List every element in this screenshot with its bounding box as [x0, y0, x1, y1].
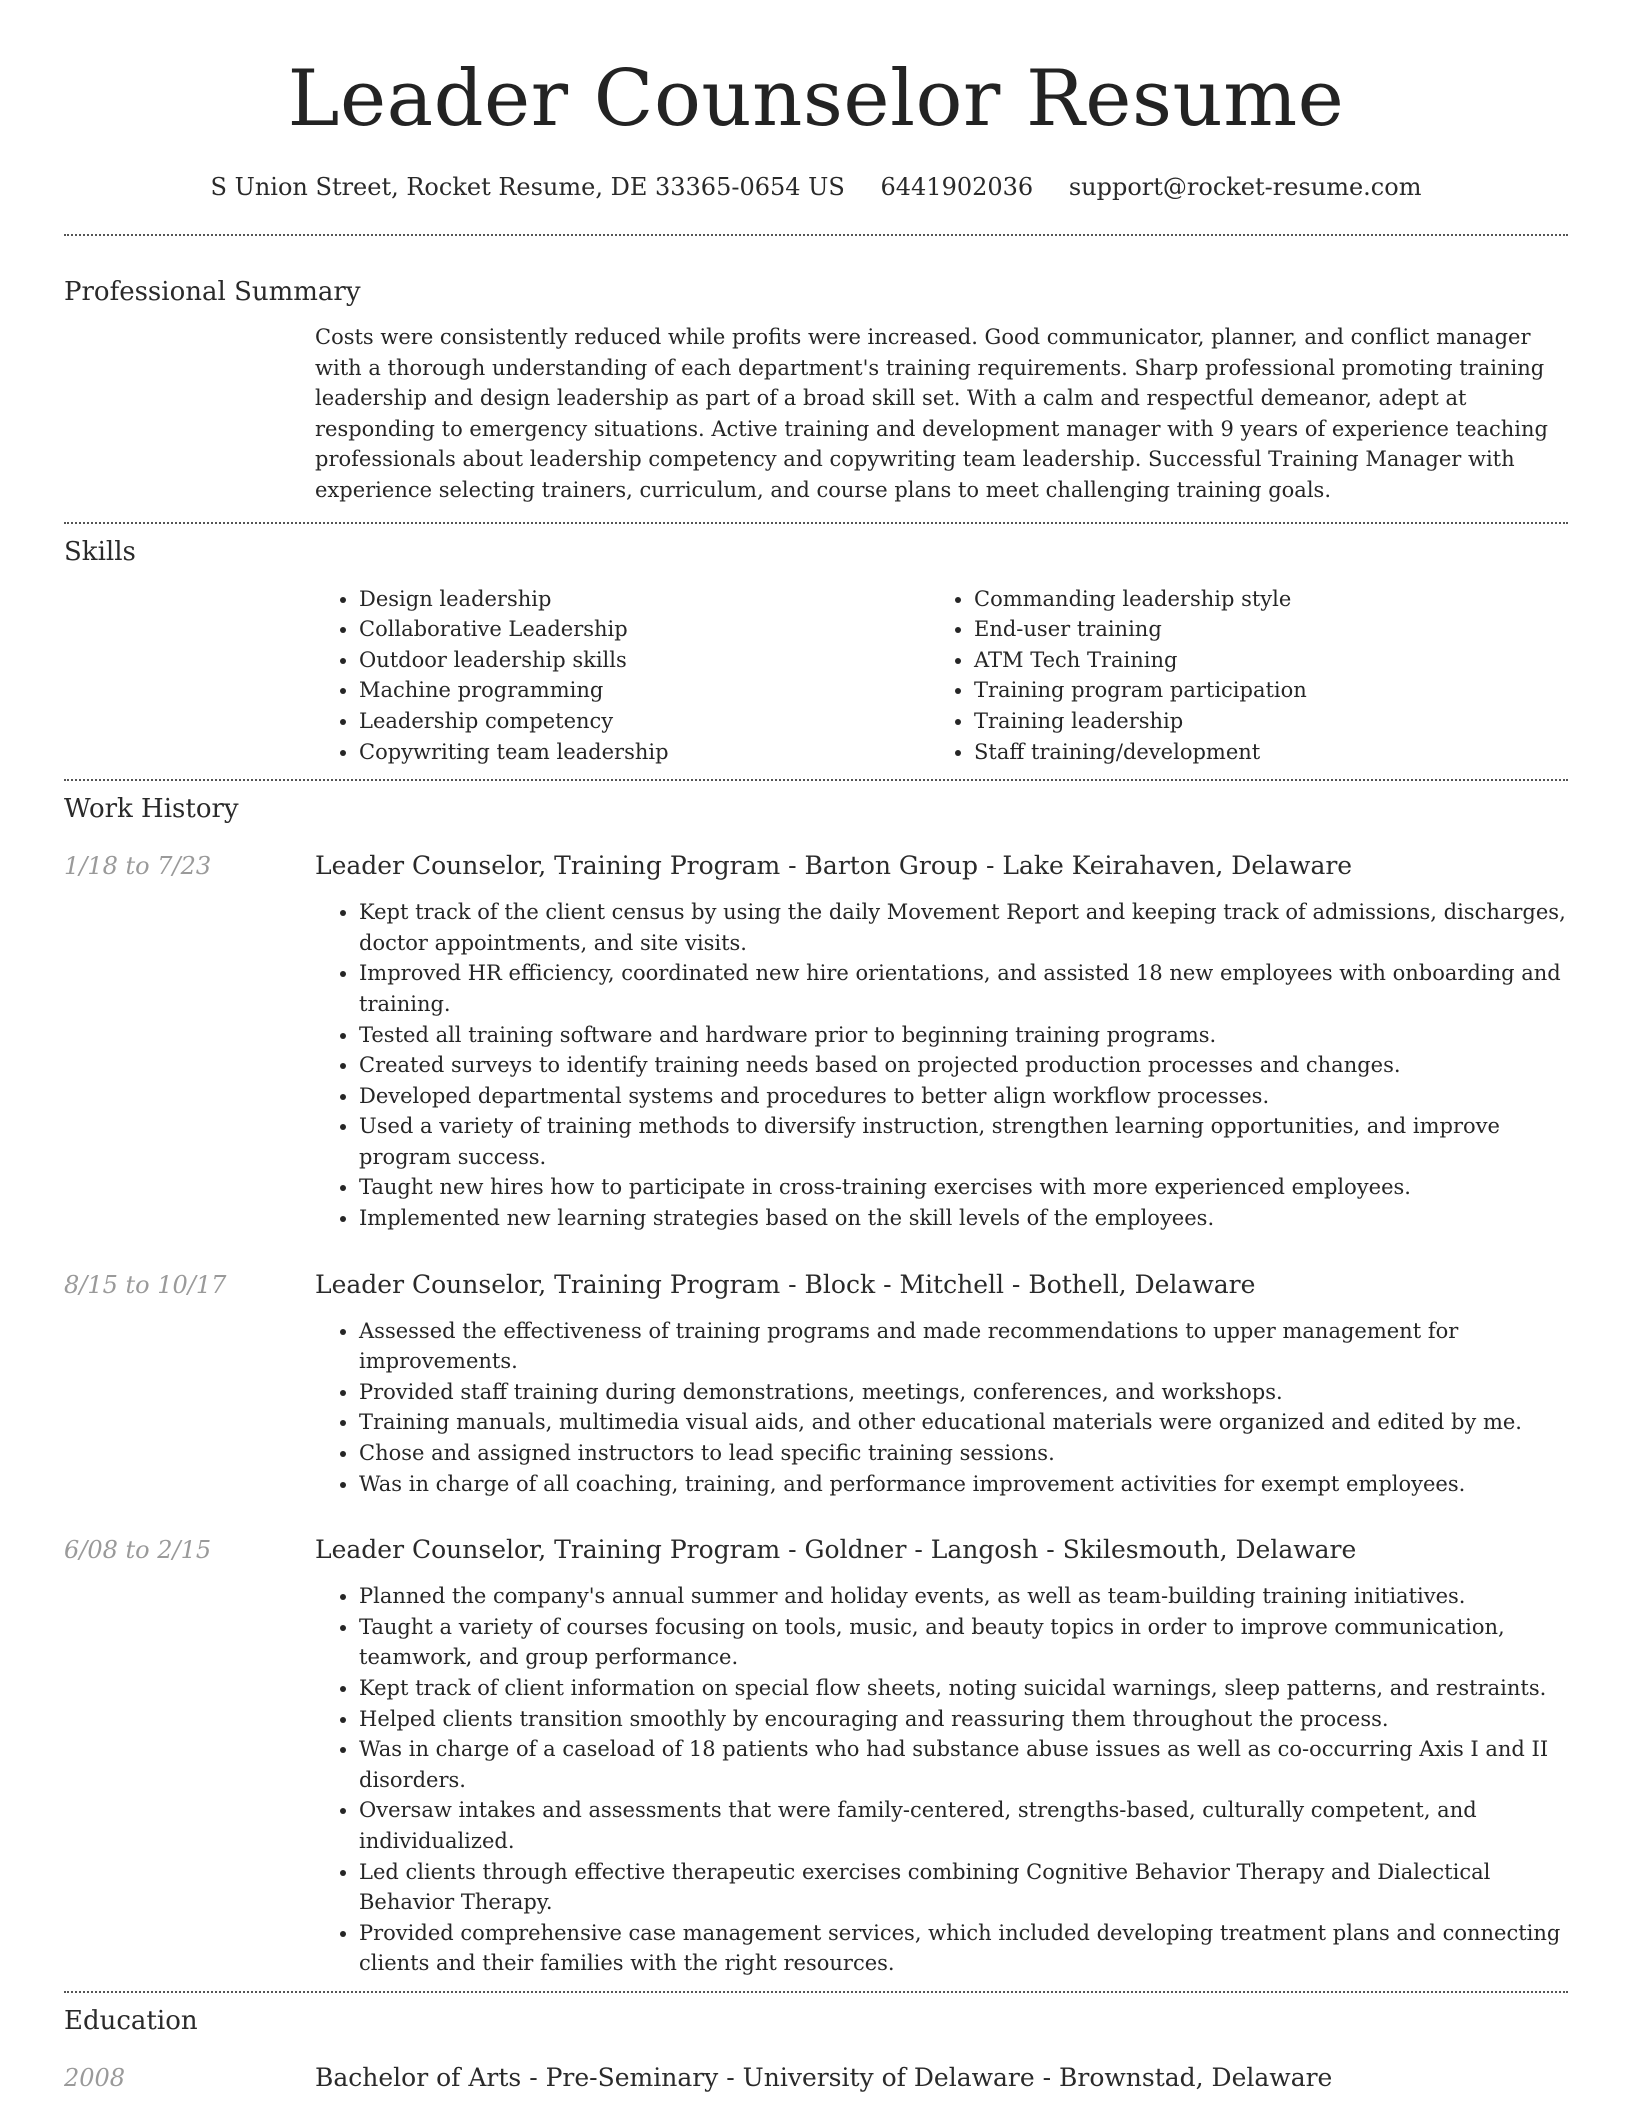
contact-line [64, 172, 1568, 202]
job-bullet: • Kept track of client information on special flow sheets, noting suicidal warnings, sleep patterns, and restraints. [359, 1673, 1568, 1704]
job-bullet: • Used a variety of training methods to diversify instruction, strengthen learning opportunities, and improve program success. [359, 1111, 1568, 1172]
skill-item: • End-user training [974, 614, 1545, 645]
job-entry [64, 1270, 1568, 1500]
work-section [64, 781, 1568, 1991]
summary-section [64, 236, 1568, 522]
job-bullet: • Led clients through effective therapeutic exercises combining Cognitive Behavior Therapy and Dialectical Behavior Therapy. [359, 1857, 1568, 1918]
skill-item: • Leadership competency [359, 706, 930, 737]
job-bullet: • Implemented new learning strategies based on the skill levels of the employees. [359, 1203, 1568, 1234]
job-dates: 6/08 to 2/15 [64, 1536, 212, 1565]
job-bullet: • Assessed the effectiveness of training programs and made recommendations to upper management for improvements. [359, 1316, 1568, 1377]
education-degree: Bachelor of Arts - Pre-Seminary - University of Delaware - Brownstad, Delaware [315, 2062, 1333, 2092]
education-section [64, 1993, 1568, 2093]
job-bullet: • Helped clients transition smoothly by encouraging and reassuring them throughout the process. [359, 1704, 1568, 1735]
job-bullet: • Was in charge of a caseload of 18 patients who had substance abuse issues as well as co-occurring Axis I and II disorders. [359, 1734, 1568, 1795]
skill-item: • Outdoor leadership skills [359, 645, 930, 676]
job-dates: 1/18 to 7/23 [64, 852, 212, 881]
education-content [315, 2063, 1568, 2093]
skills-list-right [930, 584, 1545, 768]
job-bullet: • Improved HR efficiency, coordinated new hire orientations, and assisted 18 new employees with onboarding and training. [359, 958, 1568, 1019]
work-heading: Work History [64, 794, 239, 825]
job-entry [64, 851, 1568, 1234]
job-title: Leader Counselor, Training Program - Goldner - Langosh - Skilesmouth, Delaware [315, 1535, 1357, 1565]
skill-item: • Staff training/development [974, 737, 1545, 768]
job-bullet: • Developed departmental systems and procedures to better align workflow processes. [359, 1081, 1568, 1112]
job-content [315, 1535, 1568, 1979]
skills-grid [315, 568, 1568, 780]
skill-item: • Copywriting team leadership [359, 737, 930, 768]
skill-item: • Commanding leadership style [974, 584, 1545, 615]
education-year: 2008 [64, 2063, 126, 2092]
job-title: Leader Counselor, Training Program - Barton Group - Lake Keirahaven, Delaware [315, 851, 1353, 881]
job-dates: 8/15 to 10/17 [64, 1270, 227, 1299]
job-bullet: • Tested all training software and hardware prior to beginning training programs. [359, 1020, 1568, 1051]
contact-phone: 6441902036 [880, 173, 1034, 201]
skill-item: • ATM Tech Training [974, 645, 1545, 676]
skills-section [64, 524, 1568, 780]
summary-text: Costs were consistently reduced while profits were increased. Good communicator, planner, and conflict manager with a thorough understanding of each department's training requirements. Sharp professional promoting training leadership and design leadership as part of a broad skill set. With a calm and respectful demeanor, adept at responding to emergency situations. Active training and development manager with 9 years of experience teaching professionals about leadership competency and copywriting team leadership. Successful Training Manager with experience selecting trainers, curriculum, and course plans to meet challenging training goals. [315, 325, 1548, 502]
skill-item: • Training program participation [974, 675, 1545, 706]
skills-heading: Skills [64, 536, 136, 567]
job-bullet: • Was in charge of all coaching, training, and performance improvement activities for exempt employees. [359, 1469, 1568, 1500]
job-bullet: • Taught new hires how to participate in cross-training exercises with more experienced employees. [359, 1172, 1568, 1203]
job-bullet: • Training manuals, multimedia visual aids, and other educational materials were organized and edited by me. [359, 1407, 1568, 1438]
job-bullet: • Oversaw intakes and assessments that were family-centered, strengths-based, culturally competent, and individualized. [359, 1795, 1568, 1856]
resume-title: Leader Counselor Resume [287, 54, 1345, 144]
job-bullet: • Planned the company's annual summer and holiday events, as well as team-building training initiatives. [359, 1581, 1568, 1612]
job-bullets [315, 1581, 1568, 1979]
skill-item: • Training leadership [974, 706, 1545, 737]
skill-item: • Collaborative Leadership [359, 614, 930, 645]
job-bullet: • Kept track of the client census by using the daily Movement Report and keeping track of admissions, discharges, doctor appointments, and site visits. [359, 897, 1568, 958]
contact-email: support@rocket-resume.com [1068, 173, 1422, 201]
job-content [315, 1270, 1568, 1500]
education-heading: Education [64, 2005, 198, 2036]
job-bullet: • Provided comprehensive case management services, which included developing treatment plans and connecting clients and their families with the right resources. [359, 1918, 1568, 1979]
education-entry [64, 2063, 1568, 2093]
resume-page [64, 0, 1568, 2093]
job-bullets [315, 897, 1568, 1234]
job-entry [64, 1535, 1568, 1991]
skill-item: • Design leadership [359, 584, 930, 615]
job-bullets [315, 1316, 1568, 1500]
skills-list-left [315, 584, 930, 768]
skill-item: • Machine programming [359, 675, 930, 706]
job-bullet: • Provided staff training during demonstrations, meetings, conferences, and workshops. [359, 1377, 1568, 1408]
job-bullet: • Chose and assigned instructors to lead specific training sessions. [359, 1438, 1568, 1469]
job-bullet: • Taught a variety of courses focusing on tools, music, and beauty topics in order to improve communication, teamwork, and group performance. [359, 1612, 1568, 1673]
job-bullet: • Created surveys to identify training needs based on projected production processes and changes. [359, 1050, 1568, 1081]
job-title: Leader Counselor, Training Program - Block - Mitchell - Bothell, Delaware [315, 1269, 1256, 1299]
contact-address: S Union Street, Rocket Resume, DE 33365-0654 US [210, 173, 845, 201]
job-content [315, 851, 1568, 1234]
summary-heading: Professional Summary [64, 277, 361, 307]
